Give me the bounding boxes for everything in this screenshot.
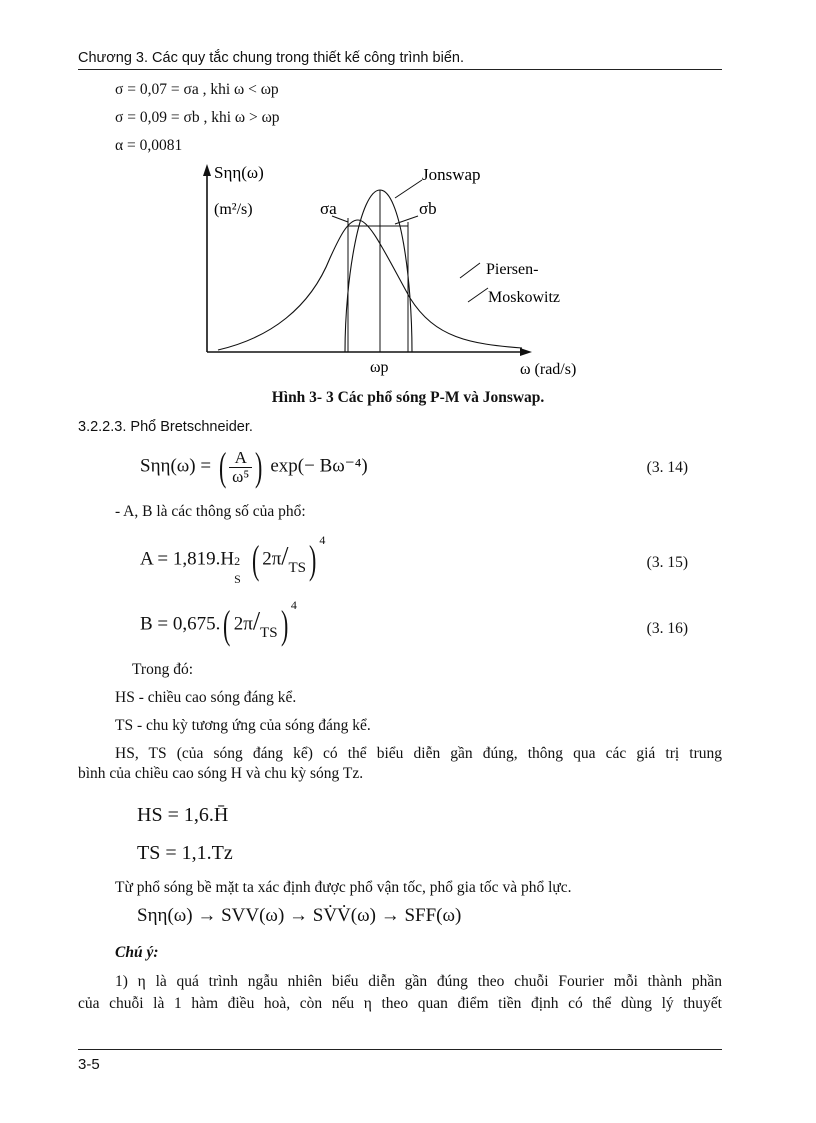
ts-definition: TS - chu kỳ tương ứng của sóng đáng kể. [115,717,371,734]
paragraph-line-2: bình của chiều cao sóng H và chu kỳ sóng Tz. [78,765,364,782]
eq315-sub: S [234,572,241,587]
note-line-1: 1) η là quá trình ngẫu nhiên biểu diễn gần đúng theo chuỗi Fourier mỗi thành phần [115,973,722,990]
y-axis-label: Sηη(ω) [214,163,264,182]
jonswap-label: Jonswap [422,165,481,184]
eq315-power: 4 [319,533,326,548]
y-axis-arrow [203,164,211,176]
eq316-ts: TS [260,625,278,642]
note-line-2: của chuỗi là 1 hàm điều hoà, còn nếu η theo quan điểm tiền định có thể dùng lý thuyết [78,995,722,1012]
jonswap-curve [345,190,412,352]
eq315-two-pi: 2π [262,548,282,570]
slash: / [252,606,261,636]
equation-3-16 [140,598,297,647]
spectra-intro: Từ phổ sóng bề mặt ta xác định được phổ vận tốc, phổ gia tốc và phổ lực. [115,879,572,896]
hs-definition: HS - chiều cao sóng đáng kể. [115,689,297,706]
left-paren: ( [251,537,260,582]
x-axis-label: ω (rad/s) [520,361,577,378]
x-axis-arrow [520,348,532,356]
footer-rule [78,1049,722,1050]
note-heading: Chú ý: [115,944,159,961]
equation-hs: HS = 1,6.H̄ [137,804,229,826]
eq315-lhs: A = 1,819.H [140,548,235,570]
pm-label-line2: Moskowitz [488,289,560,306]
paragraph-line-1: HS, TS (của sóng đáng kể) có thể biểu diễn gần đúng, thông qua các giá trị trung [115,745,722,762]
pm-curve [218,220,522,350]
param-sigma-a: σ = 0,07 = σa , khi ω < ωp [115,81,279,98]
section-heading: 3.2.2.3. Phổ Bretschneider. [78,419,253,435]
chapter-header: Chương 3. Các quy tắc chung trong thiết kế công trình biển. [78,50,464,66]
pm-pointer-2 [468,288,488,302]
left-paren: ( [218,444,227,489]
right-paren: ) [255,444,263,489]
eq315-number: (3. 15) [646,554,688,571]
spectra-chain: Sηη(ω) → SVV(ω) → SV̇V̇(ω) → SFF(ω) [137,905,462,926]
sigma-a-label: σa [320,199,337,218]
eq314-rhs: exp(− Bω⁻⁴) [270,455,368,477]
spectrum-figure [190,158,620,383]
equation-3-14 [140,444,368,489]
eq315-ts: TS [288,560,307,577]
eq314-denominator: ω⁵ [232,466,250,486]
left-paren: ( [223,602,231,647]
figure-caption: Hình 3- 3 Các phổ sóng P-M và Jonswap. [271,389,545,406]
eq314-lhs: Sηη(ω) = [140,455,212,477]
jonswap-pointer [395,180,422,198]
param-alpha: α = 0,0081 [115,137,183,154]
eq314-fraction [229,449,252,486]
pm-label-line1: Piersen- [486,261,539,278]
slash: / [281,541,289,571]
params-intro: - A, B là các thông số của phổ: [115,503,306,520]
eq314-numerator: A [229,449,252,468]
equation-ts: TS = 1,1.Tz [137,842,233,864]
right-paren: ) [309,537,317,582]
pm-pointer [460,263,480,278]
eq316-power: 4 [290,598,297,613]
header-rule [78,69,722,70]
y-axis-unit: (m²/s) [214,201,253,218]
page-number: 3-5 [78,1056,100,1073]
peak-label: ωp [370,359,389,376]
eq316-two-pi: 2π [233,613,253,635]
eq315-sup: 2 [234,554,241,569]
trong-do: Trong đó: [132,661,194,678]
sigma-b-label: σb [419,199,437,218]
eq316-number: (3. 16) [646,620,688,637]
eq314-number: (3. 14) [646,459,688,476]
equation-3-15 [140,533,326,587]
param-sigma-b: σ = 0,09 = σb , khi ω > ωp [115,109,280,126]
right-paren: ) [280,602,288,647]
eq316-lhs: B = 0,675. [140,613,221,635]
